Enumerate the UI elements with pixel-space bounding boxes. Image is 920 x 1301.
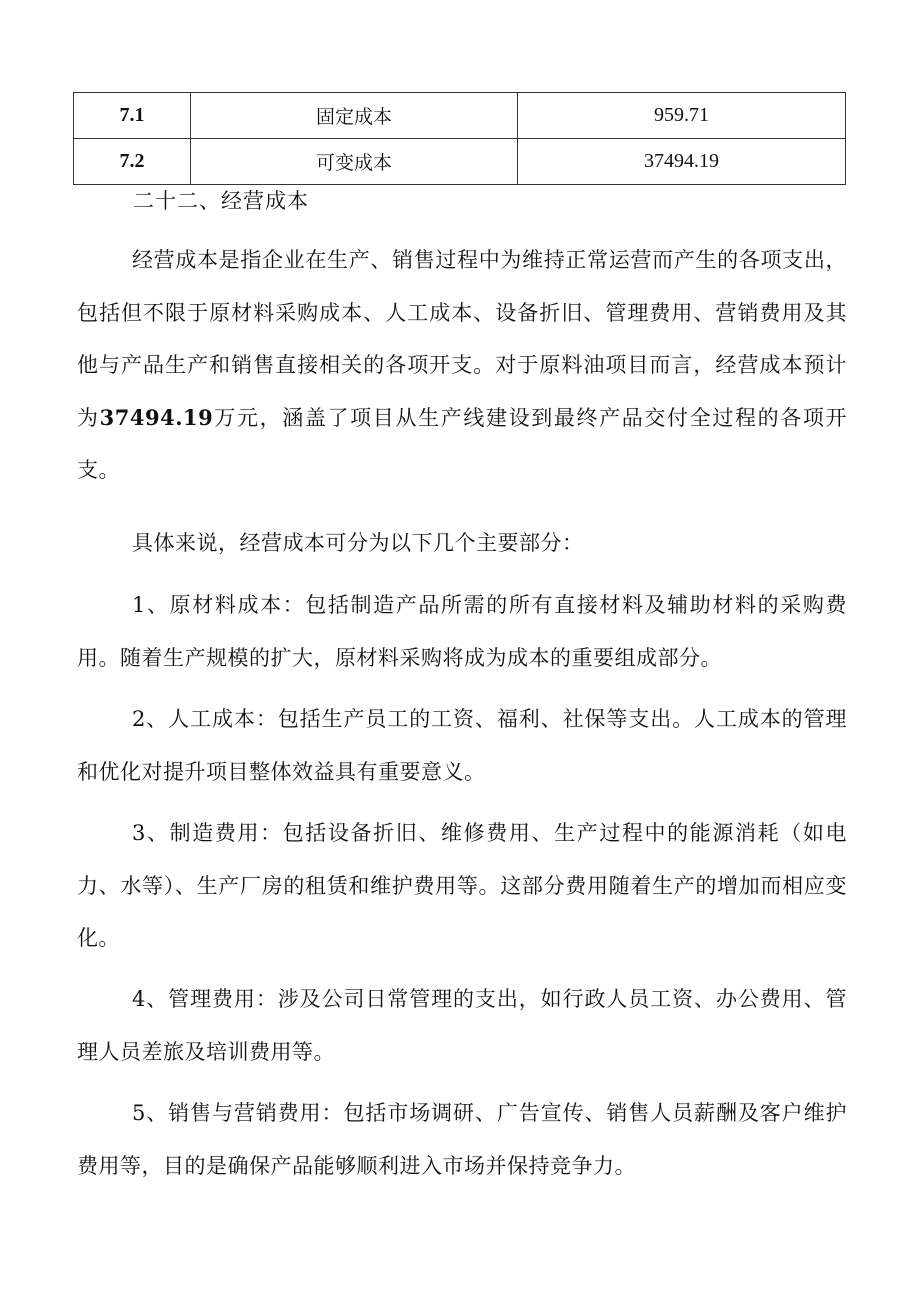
item-value: 959.71 (518, 93, 846, 139)
intro-text-after: 万元，涵盖了项目从生产线建设到最终产品交付全过程的各项开支。 (77, 405, 848, 482)
section-heading: 二十二、经营成本 (133, 189, 309, 213)
operating-cost-amount: 37494.19 (99, 404, 214, 430)
table-row (74, 93, 846, 139)
item-labor: 2、人工成本：包括生产员工的工资、福利、社保等支出。人工成本的管理和优化对提升项目整体效益具有重要意义。 (77, 707, 847, 784)
item-sales-marketing: 5、销售与营销费用：包括市场调研、广告宣传、销售人员薪酬及客户维护费用等，目的是确保产品能够顺利进入市场并保持竞争力。 (77, 1101, 847, 1178)
item-number: 7.2 (74, 139, 191, 185)
item-name: 固定成本 (191, 93, 518, 139)
cost-table (73, 92, 846, 185)
item-name: 可变成本 (191, 139, 518, 185)
intro-text-before: 经营成本是指企业在生产、销售过程中为维持正常运营而产生的各项支出，包括但不限于原材料采购成本、人工成本、设备折旧、管理费用、营销费用及其他与产品生产和销售直接相关的各项开支。对于原料油项目而言，经营成本预计为 (77, 248, 847, 430)
item-management: 4、管理费用：涉及公司日常管理的支出，如行政人员工资、办公费用、管理人员差旅及培训费用等。 (77, 987, 847, 1064)
intro-paragraph (77, 234, 847, 497)
table-row (74, 139, 846, 185)
item-raw-materials: 1、原材料成本：包括制造产品所需的所有直接材料及辅助材料的采购费用。随着生产规模的扩大，原材料采购将成为成本的重要组成部分。 (77, 593, 847, 670)
item-number: 7.1 (74, 93, 191, 139)
item-value: 37494.19 (518, 139, 846, 185)
item-manufacturing: 3、制造费用：包括设备折旧、维修费用、生产过程中的能源消耗（如电力、水等）、生产厂房的租赁和维护费用等。这部分费用随着生产的增加而相应变化。 (77, 821, 847, 950)
lead-paragraph: 具体来说，经营成本可分为以下几个主要部分： (132, 531, 584, 555)
